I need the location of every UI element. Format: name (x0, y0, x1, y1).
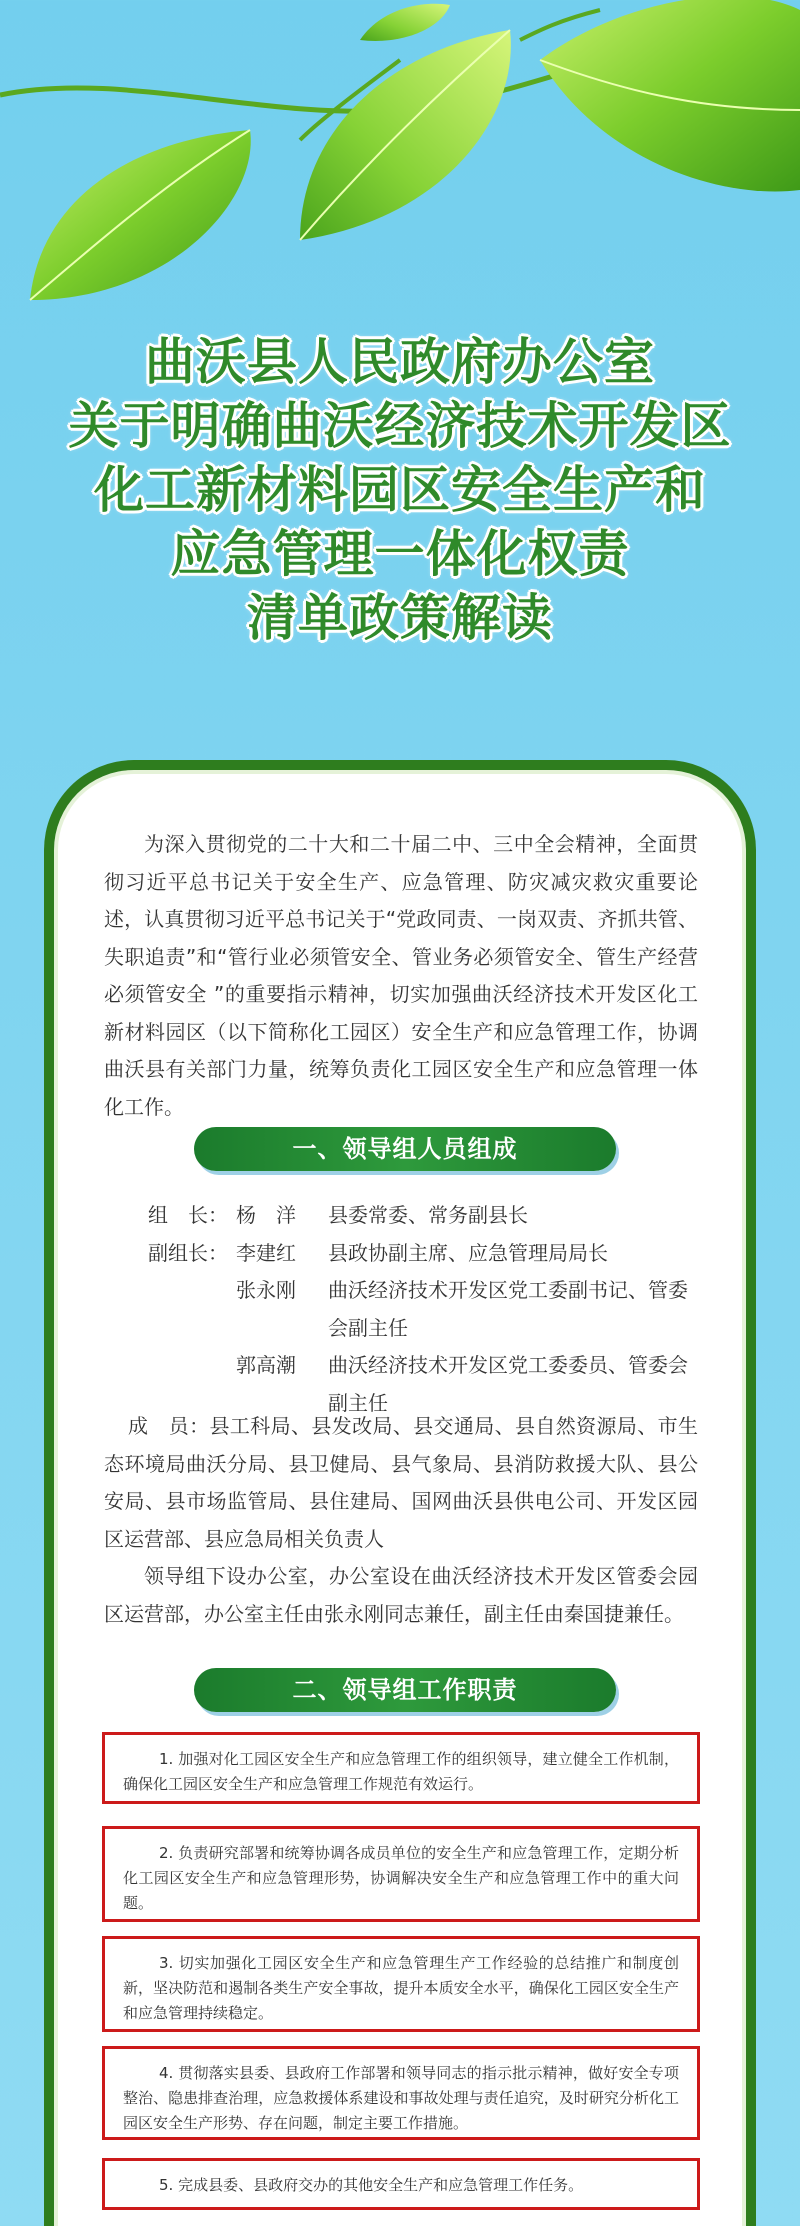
leaf-small (360, 4, 450, 41)
duty-item-5: 5. 完成县委、县政府交办的其他安全生产和应急管理工作任务。 (102, 2158, 700, 2210)
leaves-decoration (0, 0, 800, 330)
leader-role: 副组长： (148, 1240, 228, 1265)
leader-duty: 曲沃经济技术开发区党工委副书记、管委会副主任 (328, 1278, 688, 1340)
leader-name: 杨 洋 (236, 1203, 296, 1227)
leader-row (104, 1272, 704, 1347)
page-title (0, 330, 800, 650)
leader-row (104, 1197, 704, 1235)
title-line-4: 应急管理一体化权责 (170, 525, 630, 583)
section-header-members: 一、领导组人员组成 (194, 1127, 616, 1171)
leader-name: 郭高潮 (236, 1353, 296, 1377)
duty-item-2: 2. 负责研究部署和统筹协调各成员单位的安全生产和应急管理工作，定期分析化工园区安全生产和应急管理形势，协调解决安全生产和应急管理工作中的重大问题。 (102, 1826, 700, 1922)
duty-item-1: 1. 加强对化工园区安全生产和应急管理工作的组织领导，建立健全工作机制，确保化工园区安全生产和应急管理工作规范有效运行。 (102, 1732, 700, 1804)
title-line-3: 化工新材料园区安全生产和 (94, 461, 706, 519)
leader-duty: 曲沃经济技术开发区党工委委员、管委会副主任 (328, 1353, 688, 1415)
leader-role (104, 1272, 236, 1347)
title-line-1: 曲沃县人民政府办公室 (145, 333, 655, 391)
leader-role: 组 长： (148, 1203, 228, 1227)
office-paragraph: 领导组下设办公室，办公室设在曲沃经济技术开发区管委会园区运营部，办公室主任由张永刚同志兼任，副主任由秦国捷兼任。 (104, 1564, 698, 1626)
section-header-duties: 二、领导组工作职责 (194, 1668, 616, 1712)
leaders-list (104, 1197, 704, 1422)
leader-row (104, 1235, 704, 1273)
leader-name: 张永刚 (236, 1278, 296, 1302)
leader-name: 李建红 (236, 1240, 296, 1265)
leaf-right (540, 0, 800, 191)
leader-duty: 县委常委、常务副县长 (328, 1203, 528, 1227)
duty-item-4: 4. 贯彻落实县委、县政府工作部署和领导同志的指示批示精神，做好安全专项整治、隐患排查治理，应急救援体系建设和事故处理与责任追究，及时研究分析化工园区安全生产形势、存在问题，制定主要工作措施。 (102, 2046, 700, 2140)
leaf-middle (300, 30, 511, 240)
duty-item-3: 3. 切实加强化工园区安全生产和应急管理生产工作经验的总结推广和制度创新，坚决防范和遏制各类生产安全事故，提升本质安全水平，确保化工园区安全生产和应急管理持续稳定。 (102, 1936, 700, 2032)
leader-duty: 县政协副主席、应急管理局局长 (328, 1240, 608, 1265)
intro-paragraph: 为深入贯彻党的二十大和二十届二中、三中全会精神，全面贯彻习近平总书记关于安全生产、应急管理、防灾减灾救灾重要论述，认真贯彻习近平总书记关于“党政同责、一岗双责、齐抓共管、失职追责”和“管行业必须管安全、管业务必须管安全、管生产经营必须管安全 ”的重要指示精神，切实加强曲沃经济技术开发区化工新材料园区（以下简称化工园区）安全生产和应急管理工作，协调曲沃县有关部门力量，统筹负责化工园区安全生产和应急管理一体化工作。 (104, 832, 698, 1119)
title-line-5: 清单政策解读 (247, 589, 553, 647)
leaf-left (30, 130, 251, 300)
title-line-2: 关于明确曲沃经济技术开发区 (68, 397, 732, 455)
members-paragraph: 成 员：县工科局、县发改局、县交通局、县自然资源局、市生态环境局曲沃分局、县卫健局、县气象局、县消防救援大队、县公安局、县市场监管局、县住建局、国网曲沃县供电公司、开发区园区运营部、县应急局相关负责人 (104, 1414, 698, 1551)
